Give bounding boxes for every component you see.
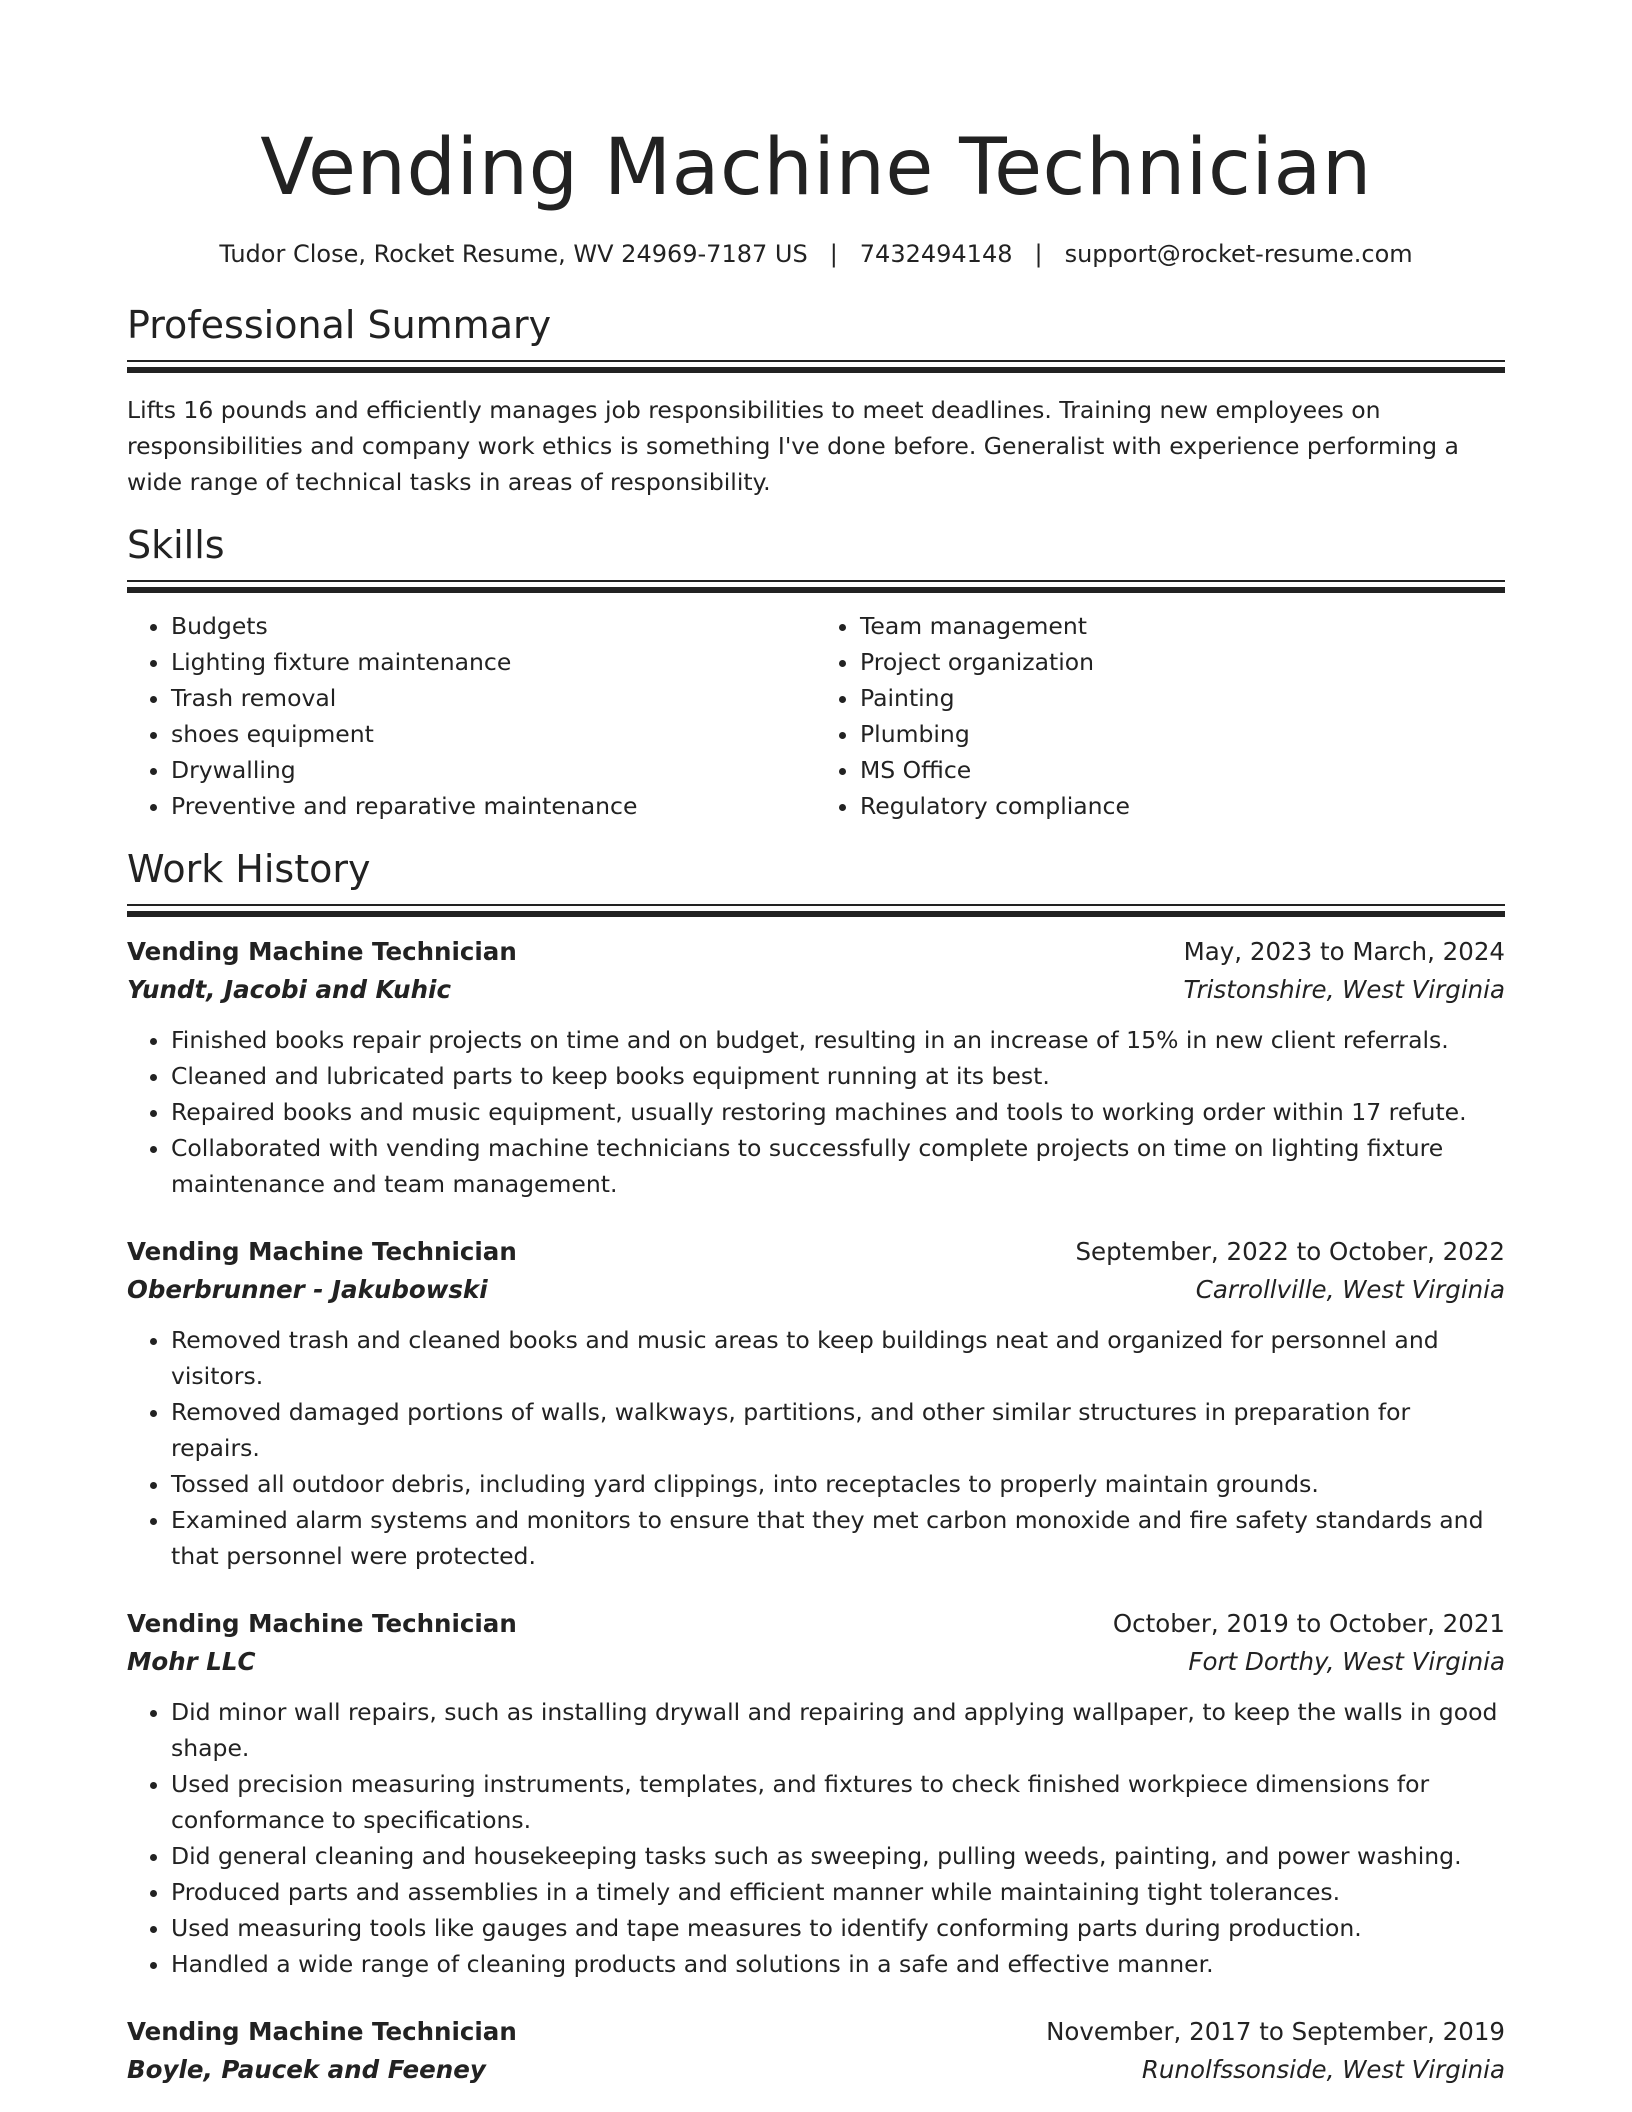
section-title-summary: Professional Summary (127, 303, 552, 347)
job-bullet: • Repaired books and music equipment, usually restoring machines and tools to working order within 17 refute. (171, 1094, 1505, 1130)
contact-line (127, 238, 1505, 270)
skills-list-right (816, 608, 1505, 824)
job-bullet: • Used precision measuring instruments, templates, and fixtures to check finished workpiece dimensions for conformance to specifications. (171, 1766, 1505, 1838)
job-bullet: • Did minor wall repairs, such as installing drywall and repairing and applying wallpaper, to keep the walls in good shape. (171, 1694, 1505, 1766)
job-company-row (127, 1270, 1505, 1310)
job-entry (127, 1234, 1505, 1574)
job-title: Vending Machine Technician (127, 937, 517, 966)
job-entry (127, 1606, 1505, 1982)
job-title: Vending Machine Technician (127, 1237, 517, 1266)
skill-item: • Plumbing (860, 716, 1505, 752)
summary-text: Lifts 16 pounds and efficiently manages job responsibilities to meet deadlines. Training new employees on responsibilities and company work ethics is something I've done before. Generalist with experience performing a wide range of technical tasks in areas of responsibility. (127, 396, 1459, 496)
skill-item: • Preventive and reparative maintenance (171, 788, 816, 824)
skill-item: • Trash removal (171, 680, 816, 716)
job-company: Yundt, Jacobi and Kuhic (127, 975, 451, 1004)
skill-item: • Team management (860, 608, 1505, 644)
job-location: Fort Dorthy, West Virginia (1188, 1647, 1505, 1676)
job-dates: September, 2022 to October, 2022 (1075, 1237, 1505, 1266)
skill-item: • Drywalling (171, 752, 816, 788)
contact-address: Tudor Close, Rocket Resume, WV 24969-7187 US (219, 240, 808, 268)
job-location: Runolfssonside, West Virginia (1141, 2055, 1505, 2084)
job-header-row (127, 2014, 1505, 2050)
skills-grid (127, 608, 1505, 824)
skill-item: • Project organization (860, 644, 1505, 680)
job-bullets (127, 1694, 1505, 1982)
job-company: Boyle, Paucek and Feeney (127, 2055, 486, 2084)
section-divider (127, 904, 1505, 918)
summary-section (127, 302, 1505, 500)
skills-section (127, 522, 1505, 824)
contact-separator: | (1034, 240, 1043, 268)
resume-name: Vending Machine Technician (260, 123, 1372, 213)
skill-item: • Painting (860, 680, 1505, 716)
job-company-row (127, 1642, 1505, 1682)
skill-item: • Lighting fixture maintenance (171, 644, 816, 680)
job-company-row (127, 970, 1505, 1010)
skill-item: • Budgets (171, 608, 816, 644)
job-bullet: • Did general cleaning and housekeeping tasks such as sweeping, pulling weeds, painting, and power washing. (171, 1838, 1505, 1874)
job-location: Carrollville, West Virginia (1195, 1275, 1505, 1304)
skill-item: • MS Office (860, 752, 1505, 788)
section-divider (127, 580, 1505, 594)
job-dates: November, 2017 to September, 2019 (1046, 2017, 1505, 2046)
job-bullet: • Removed damaged portions of walls, walkways, partitions, and other similar structures in preparation for repairs. (171, 1394, 1505, 1466)
job-title: Vending Machine Technician (127, 1609, 517, 1638)
job-bullet: • Examined alarm systems and monitors to ensure that they met carbon monoxide and fire safety standards and that personnel were protected. (171, 1502, 1505, 1574)
contact-phone: 7432494148 (859, 240, 1013, 268)
job-bullet: • Finished books repair projects on time and on budget, resulting in an increase of 15% in new client referrals. (171, 1022, 1505, 1058)
job-bullet: • Used measuring tools like gauges and tape measures to identify conforming parts during production. (171, 1910, 1505, 1946)
job-bullet: • Removed trash and cleaned books and music areas to keep buildings neat and organized for personnel and visitors. (171, 1322, 1505, 1394)
job-bullet: • Collaborated with vending machine technicians to successfully complete projects on time on lighting fixture maintenance and team management. (171, 1130, 1505, 1202)
work-history-section (127, 846, 1505, 2090)
skill-item: • shoes equipment (171, 716, 816, 752)
job-header-row (127, 1234, 1505, 1270)
job-bullet: • Cleaned and lubricated parts to keep books equipment running at its best. (171, 1058, 1505, 1094)
job-header-row (127, 934, 1505, 970)
skills-list-left (127, 608, 816, 824)
contact-email: support@rocket-resume.com (1064, 240, 1413, 268)
job-title: Vending Machine Technician (127, 2017, 517, 2046)
job-bullets (127, 1322, 1505, 1574)
job-location: Tristonshire, West Virginia (1183, 975, 1505, 1004)
job-bullet: • Handled a wide range of cleaning products and solutions in a safe and effective manner. (171, 1946, 1505, 1982)
job-header-row (127, 1606, 1505, 1642)
job-bullet: • Tossed all outdoor debris, including yard clippings, into receptacles to properly maintain grounds. (171, 1466, 1505, 1502)
skill-item: • Regulatory compliance (860, 788, 1505, 824)
job-company: Oberbrunner - Jakubowski (127, 1275, 488, 1304)
section-title-work-history: Work History (127, 847, 371, 891)
job-bullets (127, 1022, 1505, 1202)
job-company-row (127, 2050, 1505, 2090)
job-entry (127, 2014, 1505, 2090)
job-dates: October, 2019 to October, 2021 (1112, 1609, 1505, 1638)
section-title-skills: Skills (127, 523, 225, 567)
section-divider (127, 360, 1505, 374)
job-bullet: • Produced parts and assemblies in a timely and efficient manner while maintaining tight tolerances. (171, 1874, 1505, 1910)
job-entry (127, 934, 1505, 1202)
job-dates: May, 2023 to March, 2024 (1183, 937, 1505, 966)
job-company: Mohr LLC (127, 1647, 256, 1676)
contact-separator: | (829, 240, 838, 268)
